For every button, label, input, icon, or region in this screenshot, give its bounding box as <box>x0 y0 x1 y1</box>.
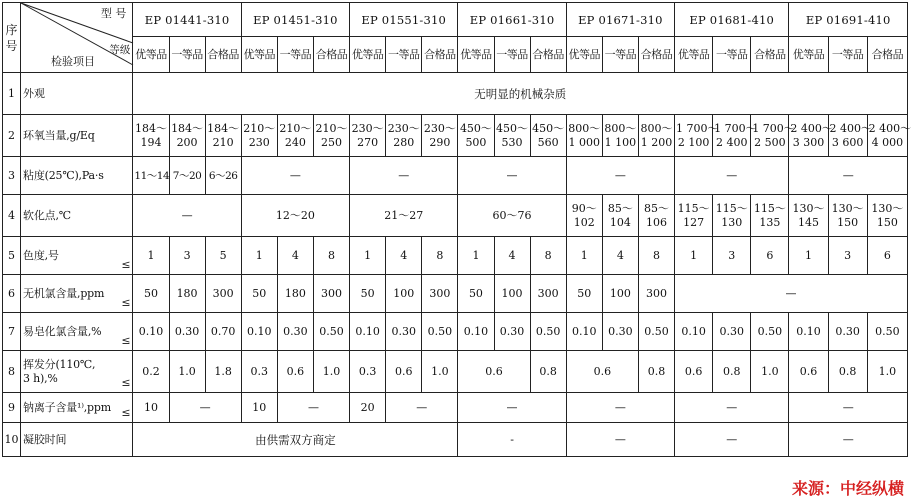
row-number: 8 <box>3 351 21 393</box>
value-cell: 0.10 <box>675 313 713 351</box>
item-name: 色度,号 ≤ <box>21 237 133 275</box>
value-cell: 1 700～ 2 400 <box>713 115 751 157</box>
value-cell: 184～ 210 <box>205 115 241 157</box>
grade-header: 一等品 <box>169 37 205 73</box>
value-cell: 85～ 104 <box>602 195 638 237</box>
value-cell: 1.0 <box>169 351 205 393</box>
value-cell: 0.8 <box>638 351 674 393</box>
value-cell: 210～ 240 <box>277 115 313 157</box>
value-cell: 0.50 <box>751 313 789 351</box>
value-cell: 0.3 <box>350 351 386 393</box>
value-cell: 0.30 <box>169 313 205 351</box>
le-symbol: ≤ <box>121 296 131 309</box>
value-cell: 0.30 <box>277 313 313 351</box>
value-cell: 4 <box>494 237 530 275</box>
header-models-row <box>3 3 908 37</box>
grade-header: 优等品 <box>675 37 713 73</box>
value-cell: 1 <box>566 237 602 275</box>
value-cell: 0.10 <box>241 313 277 351</box>
value-cell: 230～ 270 <box>350 115 386 157</box>
value-cell: 800～ 1 000 <box>566 115 602 157</box>
value-cell: 800～ 1 100 <box>602 115 638 157</box>
value-cell: 300 <box>530 275 566 313</box>
value-cell: 180 <box>169 275 205 313</box>
value-cell: 0.8 <box>713 351 751 393</box>
value-cell: 0.30 <box>602 313 638 351</box>
dash-cell: — <box>566 423 674 457</box>
value-cell: 0.30 <box>386 313 422 351</box>
row-number: 7 <box>3 313 21 351</box>
grade-header: 一等品 <box>277 37 313 73</box>
value-cell: 0.6 <box>277 351 313 393</box>
item-name: 凝胶时间 <box>21 423 133 457</box>
le-symbol: ≤ <box>121 406 131 419</box>
grade-header: 一等品 <box>494 37 530 73</box>
item-name: 粘度(25℃),Pa·s <box>21 157 133 195</box>
table-row <box>3 313 908 351</box>
dash-cell: — <box>277 393 349 423</box>
value-cell: 1 <box>458 237 494 275</box>
value-cell: 0.6 <box>386 351 422 393</box>
item-name: 外观 <box>21 73 133 115</box>
value-cell: 1.0 <box>867 351 907 393</box>
value-cell: 10 <box>133 393 169 423</box>
value-cell: 3 <box>828 237 867 275</box>
dash-cell: — <box>350 157 458 195</box>
grade-header: 一等品 <box>828 37 867 73</box>
item-name: 易皂化氯含量,% ≤ <box>21 313 133 351</box>
value-cell: 10 <box>241 393 277 423</box>
value-cell: 0.6 <box>789 351 828 393</box>
value-cell: 7～20 <box>169 157 205 195</box>
dash-cell: — <box>675 157 789 195</box>
value-cell: 1 <box>675 237 713 275</box>
value-cell: 0.10 <box>566 313 602 351</box>
dash-cell: — <box>675 393 789 423</box>
row-number: 2 <box>3 115 21 157</box>
value-cell: 800～ 1 200 <box>638 115 674 157</box>
seq-label: 序号 <box>5 22 18 53</box>
table-row <box>3 275 908 313</box>
model-header-7: EP 01691-410 <box>789 3 908 37</box>
grade-header: 合格品 <box>422 37 458 73</box>
dash-cell: — <box>675 275 908 313</box>
dash-cell: — <box>458 157 566 195</box>
source-watermark: 来源：中经纵横 <box>791 479 904 498</box>
value-cell: 300 <box>205 275 241 313</box>
grade-header: 优等品 <box>133 37 169 73</box>
spec-table <box>2 2 912 457</box>
value-cell: 1 <box>789 237 828 275</box>
value-cell: 20 <box>350 393 386 423</box>
grade-header: 合格品 <box>751 37 789 73</box>
grade-header: 优等品 <box>350 37 386 73</box>
mark-cell: - <box>458 423 566 457</box>
merged-value: 无明显的机械杂质 <box>133 73 908 115</box>
value-cell: 184～ 200 <box>169 115 205 157</box>
dash-cell: — <box>789 423 908 457</box>
value-cell: 130～ 150 <box>867 195 907 237</box>
value-cell: 130～ 145 <box>789 195 828 237</box>
value-cell: 1.0 <box>751 351 789 393</box>
seq-header <box>3 3 21 73</box>
value-cell: 0.8 <box>530 351 566 393</box>
value-cell: 85～ 106 <box>638 195 674 237</box>
item-name: 无机氯含量,ppm ≤ <box>21 275 133 313</box>
grade-header: 合格品 <box>530 37 566 73</box>
item-name: 软化点,℃ <box>21 195 133 237</box>
dash-cell: — <box>566 393 674 423</box>
model-header-4: EP 01661-310 <box>458 3 566 37</box>
item-label: 检验项目 <box>51 55 96 68</box>
grade-header: 优等品 <box>458 37 494 73</box>
value-cell: 50 <box>241 275 277 313</box>
table-row <box>3 157 908 195</box>
row-number: 6 <box>3 275 21 313</box>
grade-header: 合格品 <box>313 37 349 73</box>
dash-cell: — <box>789 157 908 195</box>
value-cell: 180 <box>277 275 313 313</box>
value-cell: 1 <box>241 237 277 275</box>
value-cell: 210～ 250 <box>313 115 349 157</box>
table-row <box>3 423 908 457</box>
value-cell: 0.10 <box>133 313 169 351</box>
value-cell: 2 400～ 3 300 <box>789 115 828 157</box>
row-number: 10 <box>3 423 21 457</box>
dash-cell: — <box>789 393 908 423</box>
value-cell: 90～ 102 <box>566 195 602 237</box>
value-cell: 5 <box>205 237 241 275</box>
value-cell: 230～ 280 <box>386 115 422 157</box>
header-grades-row <box>3 37 908 73</box>
value-cell: 1.8 <box>205 351 241 393</box>
row-number: 4 <box>3 195 21 237</box>
row-number: 1 <box>3 73 21 115</box>
value-cell: 8 <box>530 237 566 275</box>
model-header-5: EP 01671-310 <box>566 3 674 37</box>
le-symbol: ≤ <box>121 334 131 347</box>
grade-header: 合格品 <box>638 37 674 73</box>
value-cell: 8 <box>313 237 349 275</box>
value-cell: 100 <box>494 275 530 313</box>
value-cell: 450～ 500 <box>458 115 494 157</box>
value-cell: 100 <box>386 275 422 313</box>
value-cell: 0.2 <box>133 351 169 393</box>
model-header-6: EP 01681-410 <box>675 3 789 37</box>
value-cell: 0.50 <box>638 313 674 351</box>
value-cell: 6～26 <box>205 157 241 195</box>
value-cell: 300 <box>422 275 458 313</box>
grade-label: 等级 <box>109 44 131 56</box>
value-cell: 11～14 <box>133 157 169 195</box>
merged-value: 由供需双方商定 <box>133 423 458 457</box>
value-cell: 50 <box>458 275 494 313</box>
model-header-1: EP 01441-310 <box>133 3 241 37</box>
range-cell: 60～76 <box>458 195 566 237</box>
le-symbol: ≤ <box>121 258 131 271</box>
value-cell: 1 700～ 2 100 <box>675 115 713 157</box>
value-cell: 0.30 <box>828 313 867 351</box>
model-label: 型 号 <box>100 7 127 20</box>
table-row <box>3 195 908 237</box>
item-name: 挥发分(110℃, 3 h),% ≤ <box>21 351 133 393</box>
value-cell: 1 <box>133 237 169 275</box>
value-cell: 8 <box>422 237 458 275</box>
value-cell: 0.50 <box>530 313 566 351</box>
grade-header: 合格品 <box>205 37 241 73</box>
value-cell: 6 <box>751 237 789 275</box>
table-row <box>3 115 908 157</box>
value-cell: 300 <box>313 275 349 313</box>
value-cell: 0.10 <box>789 313 828 351</box>
value-cell: 3 <box>169 237 205 275</box>
dash-cell: — <box>386 393 458 423</box>
value-cell: 115～ 130 <box>713 195 751 237</box>
value-cell: 0.30 <box>713 313 751 351</box>
range-cell: 21～27 <box>350 195 458 237</box>
value-cell: 450～ 530 <box>494 115 530 157</box>
le-symbol: ≤ <box>121 376 131 389</box>
value-cell: 0.10 <box>458 313 494 351</box>
row-number: 9 <box>3 393 21 423</box>
value-cell: 210～ 230 <box>241 115 277 157</box>
table-row <box>3 237 908 275</box>
value-cell: 0.50 <box>422 313 458 351</box>
dash-cell: — <box>169 393 241 423</box>
value-cell: 230～ 290 <box>422 115 458 157</box>
dash-cell: — <box>675 423 789 457</box>
value-cell: 1.0 <box>422 351 458 393</box>
diagonal-header-cell <box>21 3 133 73</box>
model-header-3: EP 01551-310 <box>350 3 458 37</box>
model-header-2: EP 01451-310 <box>241 3 349 37</box>
value-cell: 184～ 194 <box>133 115 169 157</box>
value-cell: 2 400～ 4 000 <box>867 115 907 157</box>
row-number: 3 <box>3 157 21 195</box>
row-number: 5 <box>3 237 21 275</box>
value-cell: 3 <box>713 237 751 275</box>
value-cell: 1 700～ 2 500 <box>751 115 789 157</box>
dash-cell: — <box>458 393 566 423</box>
grade-header: 一等品 <box>713 37 751 73</box>
grade-header: 优等品 <box>789 37 828 73</box>
value-cell: 1 <box>350 237 386 275</box>
value-cell: 4 <box>602 237 638 275</box>
value-cell: 2 400～ 3 600 <box>828 115 867 157</box>
value-cell: 4 <box>386 237 422 275</box>
dash-cell: — <box>241 157 349 195</box>
value-cell: 8 <box>638 237 674 275</box>
value-cell: 6 <box>867 237 907 275</box>
value-cell: 1.0 <box>313 351 349 393</box>
value-cell: 0.50 <box>313 313 349 351</box>
table-row <box>3 393 908 423</box>
grade-header: 优等品 <box>566 37 602 73</box>
value-cell: 300 <box>638 275 674 313</box>
value-cell: 0.30 <box>494 313 530 351</box>
value-cell: 0.50 <box>867 313 907 351</box>
dash-cell: — <box>133 195 241 237</box>
table-row <box>3 351 908 393</box>
value-cell: 115～ 135 <box>751 195 789 237</box>
grade-header: 一等品 <box>386 37 422 73</box>
value-cell: 50 <box>566 275 602 313</box>
grade-header: 合格品 <box>867 37 907 73</box>
value-cell: 0.6 <box>566 351 638 393</box>
value-cell: 100 <box>602 275 638 313</box>
value-cell: 115～ 127 <box>675 195 713 237</box>
grade-header: 一等品 <box>602 37 638 73</box>
value-cell: 450～ 560 <box>530 115 566 157</box>
item-name: 环氧当量,g/Eq <box>21 115 133 157</box>
value-cell: 0.6 <box>675 351 713 393</box>
grade-header: 优等品 <box>241 37 277 73</box>
value-cell: 0.6 <box>458 351 530 393</box>
item-name: 钠离子含量¹⁾,ppm ≤ <box>21 393 133 423</box>
value-cell: 0.10 <box>350 313 386 351</box>
range-cell: 12～20 <box>241 195 349 237</box>
value-cell: 50 <box>133 275 169 313</box>
value-cell: 0.8 <box>828 351 867 393</box>
value-cell: 0.70 <box>205 313 241 351</box>
value-cell: 4 <box>277 237 313 275</box>
table-row <box>3 73 908 115</box>
dash-cell: — <box>566 157 674 195</box>
value-cell: 50 <box>350 275 386 313</box>
value-cell: 130～ 150 <box>828 195 867 237</box>
value-cell: 0.3 <box>241 351 277 393</box>
